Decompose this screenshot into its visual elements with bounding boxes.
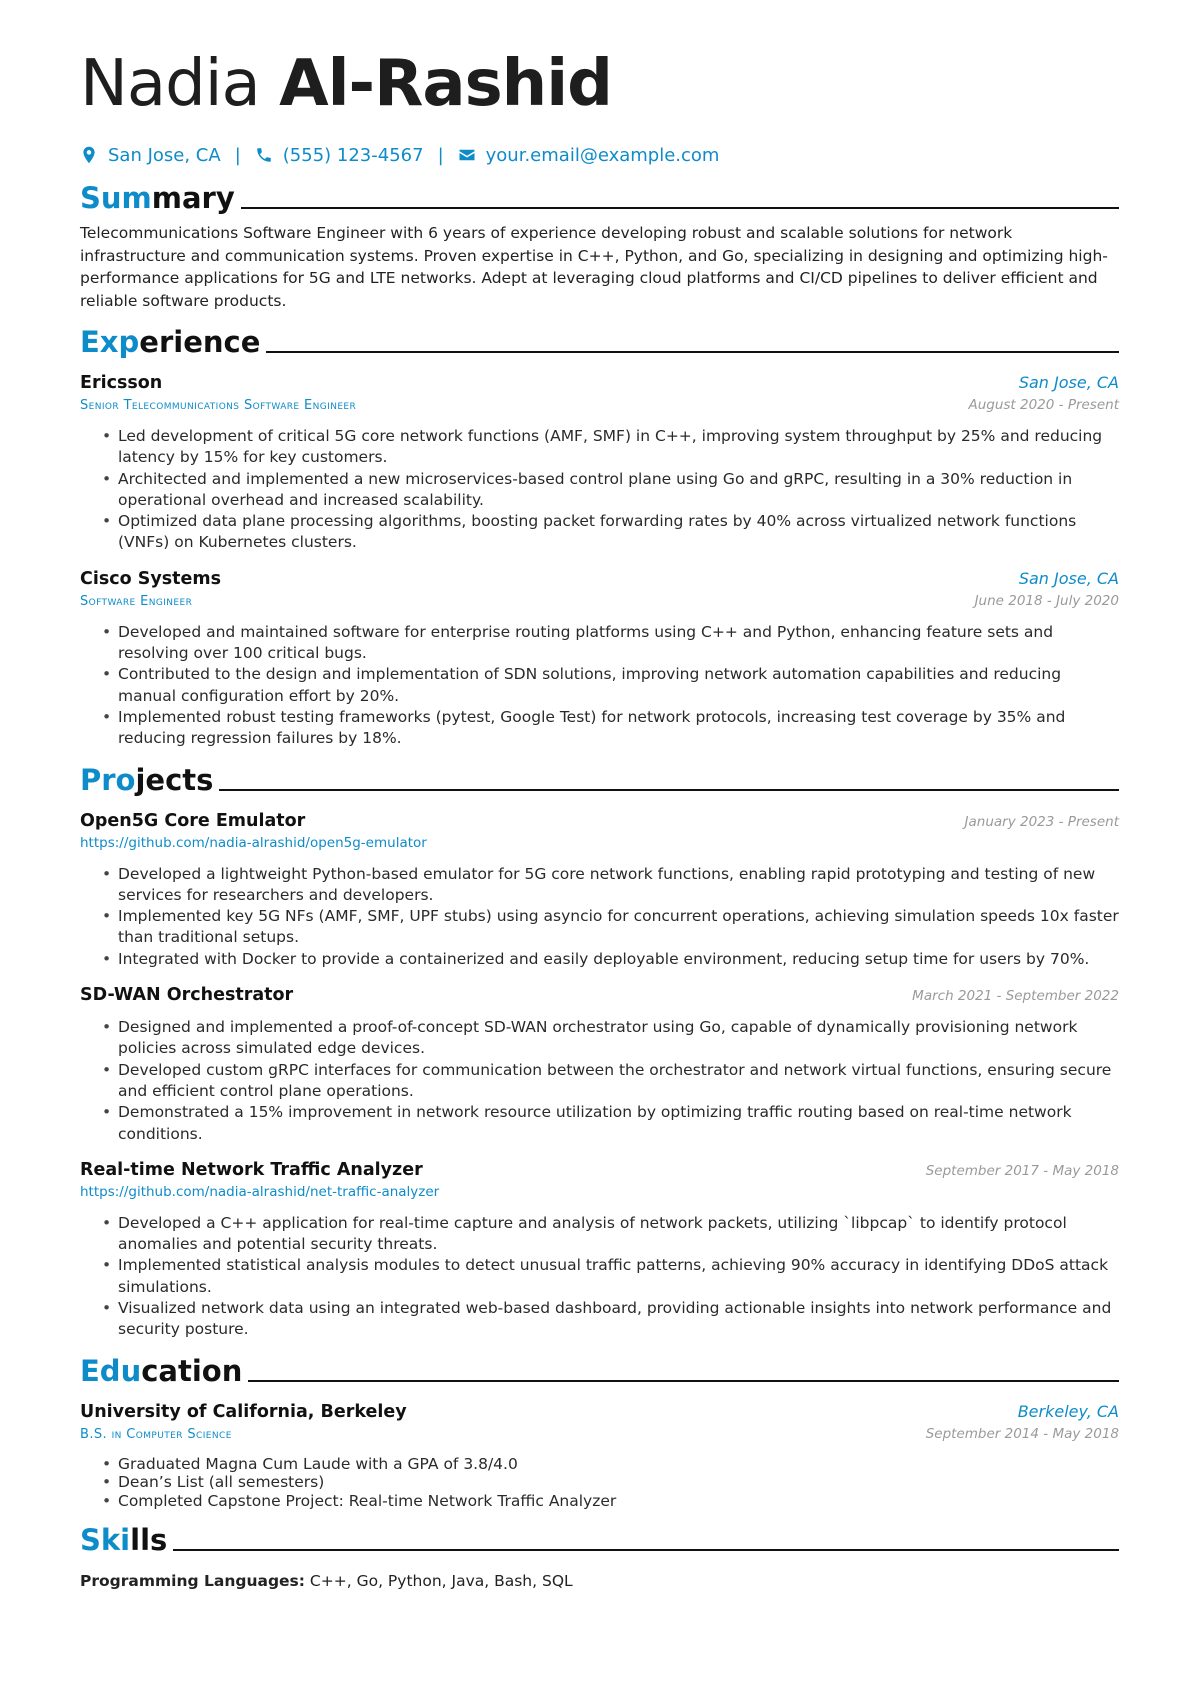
bullet-item: • Developed and maintained software for enterprise routing platforms using C++ and Python, enhancing feature sets and resolving over 100 critical bugs. [118, 622, 1119, 665]
school-location: Berkeley, CA [1017, 1401, 1119, 1421]
section-rule [266, 351, 1119, 353]
phone-text: (555) 123-4567 [282, 144, 424, 166]
job-bullets [80, 622, 1119, 750]
section-summary-heading [80, 180, 1119, 216]
project-dates: September 2017 - May 2018 [925, 1162, 1119, 1179]
contact-location [80, 145, 221, 166]
bullet-item: • Dean’s List (all semesters) [118, 1473, 1119, 1492]
project-bullets [80, 1213, 1119, 1341]
section-title: Summary [80, 181, 235, 215]
job-title: Senior Telecommunications Software Engineer [80, 398, 357, 413]
bullet-item: • Visualized network data using an integrated web-based dashboard, providing actionable insights into network performance and security posture. [118, 1298, 1119, 1341]
section-skills-heading [80, 1522, 1119, 1558]
education-bullets [80, 1455, 1119, 1511]
project-link[interactable]: https://github.com/nadia-alrashid/net-traffic-analyzer [80, 1183, 440, 1200]
section-education-heading [80, 1353, 1119, 1389]
project-entry [80, 810, 1119, 970]
degree: B.S. in Computer Science [80, 1426, 232, 1442]
envelope-icon [458, 146, 476, 164]
company-name: Ericsson [80, 373, 163, 393]
school-name: University of California, Berkeley [80, 1401, 407, 1422]
bullet-item: • Demonstrated a 15% improvement in network resource utilization by optimizing traffic routing based on real-time network conditions. [118, 1102, 1119, 1145]
job-location: San Jose, CA [1018, 568, 1119, 588]
section-experience-heading [80, 324, 1119, 360]
education-dates: September 2014 - May 2018 [925, 1425, 1119, 1442]
map-pin-icon [80, 146, 98, 164]
project-link[interactable]: https://github.com/nadia-alrashid/open5g-emulator [80, 834, 427, 851]
bullet-item: • Implemented key 5G NFs (AMF, SMF, UPF stubs) using asyncio for concurrent operations, achieving simulation speeds 10x faster than traditional setups. [118, 906, 1119, 949]
skills-line [80, 1570, 1119, 1592]
job-dates: August 2020 - Present [968, 397, 1119, 413]
section-rule [241, 207, 1119, 209]
bullet-item: • Implemented statistical analysis modules to detect unusual traffic patterns, achieving 90% accuracy in identifying DDoS attack simulations. [118, 1255, 1119, 1298]
last-name: Al-Rashid [279, 47, 612, 121]
project-dates: January 2023 - Present [964, 813, 1119, 830]
summary-text: Telecommunications Software Engineer with 6 years of experience developing robust and scalable solutions for network infrastructure and communication systems. Proven expertise in C++, Python, and Go, specializing in designing and optimizing high-performance applications for 5G and LTE networks. Adept at leveraging cloud platforms and CI/CD pipelines to deliver efficient and reliable software products. [80, 224, 1108, 310]
bullet-item: • Integrated with Docker to provide a containerized and easily deployable environment, reducing setup time for users by 70%. [118, 949, 1119, 970]
bullet-item: • Contributed to the design and implementation of SDN solutions, improving network automation capabilities and reducing manual configuration effort by 20%. [118, 664, 1119, 707]
company-name: Cisco Systems [80, 568, 222, 589]
bullet-item: • Developed a C++ application for real-time capture and analysis of network packets, utilizing `libpcap` to identify protocol anomalies and potential security threats. [118, 1213, 1119, 1256]
project-dates: March 2021 - September 2022 [912, 988, 1119, 1005]
project-name: Open5G Core Emulator [80, 810, 306, 831]
contact-email[interactable] [458, 145, 720, 166]
job-entry [80, 568, 1119, 750]
section-rule [173, 1549, 1119, 1551]
contact-separator: | [234, 144, 241, 166]
bullet-item: • Completed Capstone Project: Real-time Network Traffic Analyzer [118, 1492, 1119, 1511]
section-title: Projects [80, 762, 214, 797]
bullet-item: • Developed custom gRPC interfaces for communication between the orchestrator and network virtual functions, ensuring secure and efficient control plane operations. [118, 1060, 1119, 1103]
bullet-item: • Designed and implemented a proof-of-concept SD-WAN orchestrator using Go, capable of dynamically provisioning network policies across simulated edge devices. [118, 1017, 1119, 1060]
job-location: San Jose, CA [1018, 373, 1119, 392]
bullet-item: • Architected and implemented a new microservices-based control plane using Go and gRPC, resulting in a 30% reduction in operational overhead and increased scalability. [118, 469, 1119, 512]
section-title: Experience [80, 325, 261, 359]
bullet-item: • Graduated Magna Cum Laude with a GPA of 3.8/4.0 [118, 1455, 1119, 1474]
contact-separator: | [437, 144, 444, 166]
project-entry [80, 1159, 1119, 1341]
job-dates: June 2018 - July 2020 [974, 592, 1119, 609]
contact-phone[interactable] [255, 145, 424, 166]
bullet-item: • Led development of critical 5G core network functions (AMF, SMF) in C++, improving system throughput by 25% and reducing latency by 15% for key customers. [118, 426, 1119, 469]
skills-label: Programming Languages: [80, 1572, 305, 1591]
bullet-item: • Implemented robust testing frameworks (pytest, Google Test) for network protocols, increasing test coverage by 35% and reducing regression failures by 18%. [118, 707, 1119, 750]
section-projects-heading [80, 762, 1119, 798]
project-bullets [80, 864, 1119, 970]
section-title: Education [80, 1353, 243, 1388]
job-title: Software Engineer [80, 593, 193, 609]
job-bullets [80, 426, 1119, 554]
contact-bar [80, 142, 1119, 168]
section-rule [248, 1380, 1119, 1382]
bullet-item: • Optimized data plane processing algorithms, boosting packet forwarding rates by 40% across virtualized network functions (VNFs) on Kubernetes clusters. [118, 511, 1119, 554]
project-name: Real-time Network Traffic Analyzer [80, 1159, 423, 1180]
email-link: your.email@example.com [485, 144, 720, 166]
project-name: SD-WAN Orchestrator [80, 985, 294, 1006]
project-bullets [80, 1017, 1119, 1145]
education-entry [80, 1401, 1119, 1511]
bullet-item: • Developed a lightweight Python-based emulator for 5G core network functions, enabling rapid prototyping and testing of new services for researchers and developers. [118, 864, 1119, 907]
skills-value: C++, Go, Python, Java, Bash, SQL [305, 1572, 573, 1591]
candidate-name [80, 44, 1119, 124]
project-entry [80, 984, 1119, 1145]
phone-icon [255, 146, 273, 164]
first-name: Nadia [80, 47, 260, 121]
section-title: Skills [80, 1523, 168, 1558]
job-entry [80, 372, 1119, 554]
section-rule [219, 789, 1119, 791]
location-text: San Jose, CA [108, 144, 221, 166]
